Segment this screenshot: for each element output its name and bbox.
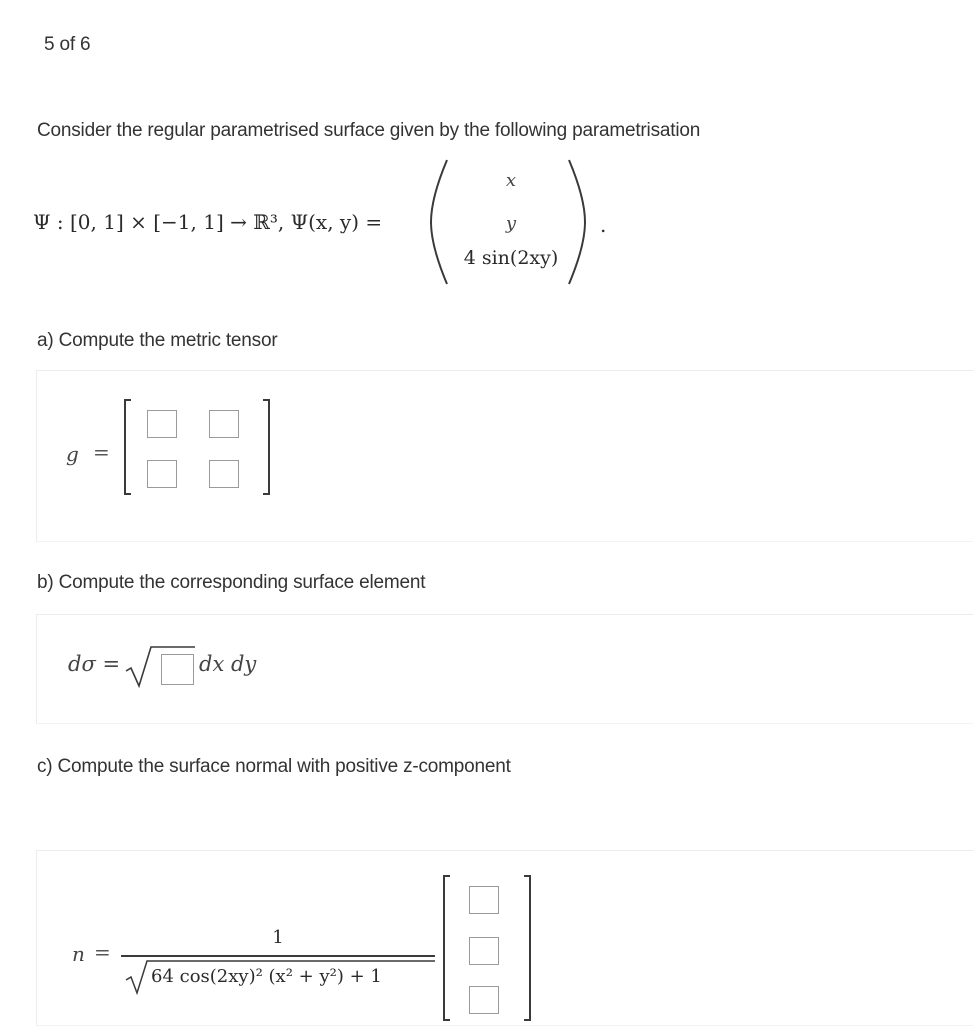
part-c-label: c) Compute the surface normal with positive z-component (37, 756, 511, 777)
surface-element-differentials: dx dy (199, 652, 257, 676)
normal-component-1[interactable] (469, 886, 499, 914)
metric-symbol: g (66, 442, 79, 466)
metric-entry-2-1[interactable] (147, 460, 177, 488)
part-b-label: b) Compute the corresponding surface element (37, 572, 426, 593)
matrix-left-bracket (124, 399, 131, 495)
metric-entry-1-2[interactable] (209, 410, 239, 438)
metric-tensor-answer-area (36, 370, 973, 542)
normal-component-2[interactable] (469, 937, 499, 965)
vector-right-bracket (524, 875, 531, 1021)
matrix-right-bracket (263, 399, 270, 495)
question-counter: 5 of 6 (44, 34, 91, 55)
formula-period: . (600, 213, 607, 237)
surface-element-lhs: dσ = (68, 652, 121, 676)
vector-component-z: 4 sin(2xy) (463, 247, 559, 269)
vector-component-x: x (505, 170, 517, 191)
part-a-label: a) Compute the metric tensor (37, 330, 278, 351)
parametrisation-lhs: Ψ : [0, 1] × [−1, 1] → ℝ³, Ψ(x, y) = (33, 210, 383, 234)
fraction-bar (121, 955, 435, 957)
normal-equals: = (94, 940, 111, 964)
right-parenthesis (566, 158, 588, 286)
question-intro: Consider the regular parametrised surface given by the following parametrisation (37, 120, 701, 141)
metric-entry-1-1[interactable] (147, 410, 177, 438)
left-parenthesis (428, 158, 450, 286)
metric-entry-2-2[interactable] (209, 460, 239, 488)
fraction-numerator: 1 (272, 927, 284, 948)
vector-component-y: y (505, 213, 517, 234)
surface-element-input[interactable] (161, 654, 194, 685)
metric-equals: = (93, 440, 110, 464)
normal-symbol: n (72, 942, 85, 966)
normal-component-3[interactable] (469, 986, 499, 1014)
fraction-denominator: 64 cos(2xy)² (x² + y²) + 1 (151, 966, 382, 987)
vector-left-bracket (443, 875, 450, 1021)
